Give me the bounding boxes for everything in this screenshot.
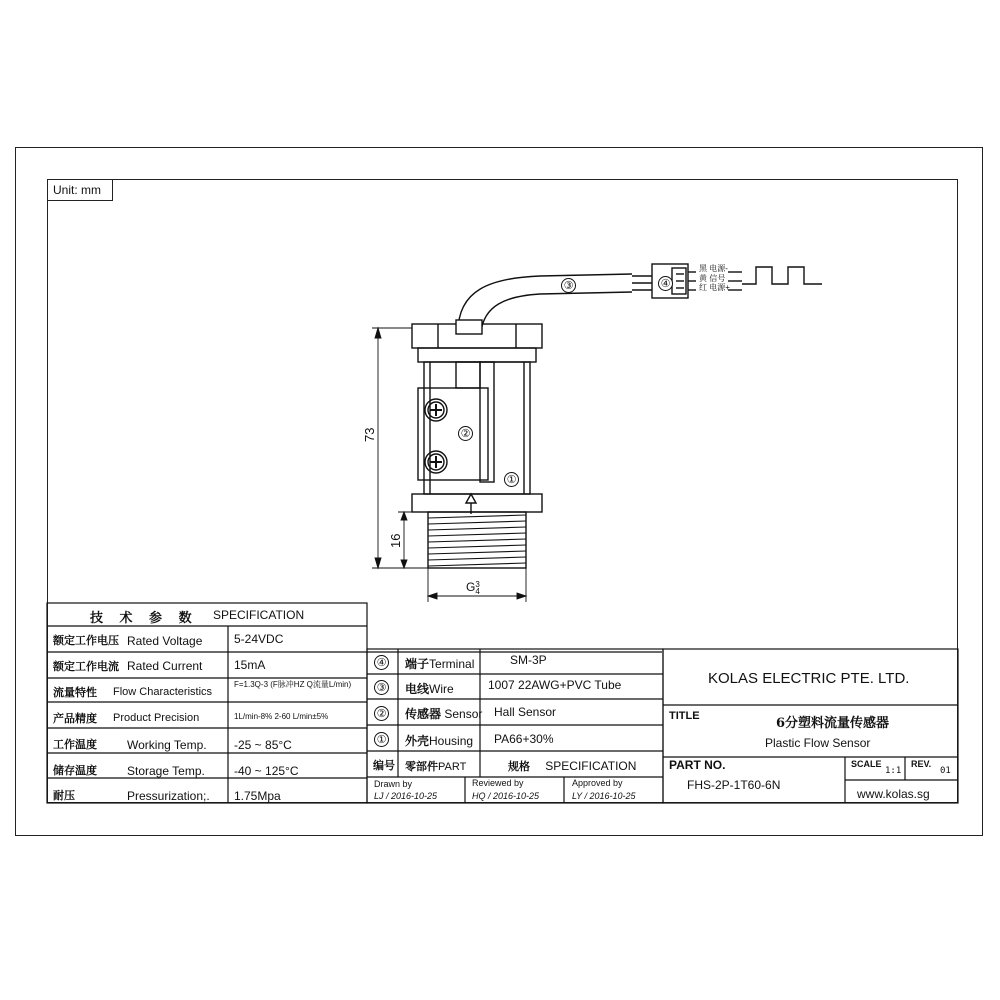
- thread-fraction: 3 4: [475, 579, 480, 596]
- title-en: Plastic Flow Sensor: [765, 736, 871, 750]
- wire-pin-label: 黄 信号: [699, 273, 726, 283]
- reviewed-by-value: HQ / 2016-10-25: [472, 791, 540, 801]
- scale-label: SCALE: [851, 759, 882, 769]
- parts-num: ④: [374, 653, 389, 671]
- parts-name: 电线Wire: [405, 682, 454, 696]
- part-no-label: PART NO.: [669, 758, 726, 772]
- approved-by-label: Approved by: [572, 778, 623, 788]
- spec-cn: 额定工作电流: [53, 660, 119, 673]
- spec-en: Flow Characteristics: [113, 686, 213, 698]
- parts-num: ①: [374, 730, 389, 748]
- rev-value: 01: [940, 766, 951, 776]
- callout-sensor: ②: [458, 424, 473, 442]
- spec-value: 5-24VDC: [234, 632, 284, 646]
- spec-cn: 储存温度: [53, 764, 97, 777]
- part-no-value: FHS-2P-1T60-6N: [687, 778, 781, 792]
- spec-en: Rated Current: [127, 659, 203, 673]
- spec-cn: 额定工作电压: [53, 634, 119, 647]
- wire-pin-label: 红 电源+: [699, 283, 730, 292]
- parts-name: 传感器 Sensor: [405, 707, 483, 721]
- spec-cn: 产品精度: [53, 712, 97, 725]
- callout-wire: ③: [561, 276, 576, 294]
- callout-housing: ①: [504, 470, 519, 488]
- rev-label: REV.: [911, 759, 932, 769]
- spec-en: Product Precision: [113, 712, 200, 724]
- parts-name: 端子Terminal: [405, 657, 475, 671]
- drawn-by-label: Drawn by: [374, 779, 413, 789]
- dim-thread-height: 16: [388, 533, 403, 548]
- unit-label: Unit: mm: [47, 179, 113, 201]
- spec-value: -25 ~ 85°C: [234, 738, 292, 752]
- spec-value: F=1.3Q-3 (F脉冲HZ Q流量L/min): [234, 680, 352, 689]
- parts-num: ②: [374, 704, 389, 722]
- parts-header-part: 零部件PART: [405, 760, 467, 773]
- parts-spec: 1007 22AWG+PVC Tube: [488, 678, 622, 692]
- wire-pin-label: 黑 电源-: [699, 264, 728, 273]
- parts-name: 外壳Housing: [405, 734, 474, 748]
- spec-en: Rated Voltage: [127, 634, 203, 648]
- parts-header-spec: 规格 SPECIFICATION: [508, 759, 637, 773]
- callout-terminal: ④: [658, 274, 673, 292]
- spec-en: Pressurization;.: [127, 789, 210, 803]
- spec-value: 15mA: [234, 658, 266, 672]
- scale-value: 1:1: [885, 766, 902, 776]
- spec-value: 1L/min-8% 2-60 L/min±5%: [234, 712, 329, 721]
- spec-cn: 流量特性: [53, 686, 97, 699]
- parts-spec: PA66+30%: [494, 732, 554, 746]
- title-label: TITLE: [669, 710, 700, 722]
- spec-value: -40 ~ 125°C: [234, 764, 299, 778]
- parts-spec: SM-3P: [510, 653, 547, 667]
- spec-header-en: SPECIFICATION: [213, 608, 305, 622]
- title-cn: 6分塑料流量传感器: [776, 716, 890, 731]
- spec-header-cn: 技 术 参 数: [90, 611, 198, 626]
- drawn-by-value: LJ / 2016-10-25: [374, 791, 438, 801]
- spec-value: 1.75Mpa: [234, 789, 281, 803]
- parts-header-num: 编号: [373, 759, 395, 772]
- dim-total-height: 73: [362, 427, 377, 442]
- website: www.kolas.sg: [857, 787, 930, 801]
- parts-spec: Hall Sensor: [494, 705, 557, 719]
- spec-en: Storage Temp.: [127, 764, 205, 778]
- spec-en: Working Temp.: [127, 738, 207, 752]
- company-name: KOLAS ELECTRIC PTE. LTD.: [708, 670, 910, 687]
- thread-size-letter: G: [466, 580, 476, 594]
- spec-cn: 工作温度: [53, 738, 97, 751]
- approved-by-value: LY / 2016-10-25: [572, 791, 636, 801]
- parts-num: ③: [374, 678, 389, 696]
- spec-cn: 耐压: [53, 789, 75, 802]
- reviewed-by-label: Reviewed by: [472, 778, 524, 788]
